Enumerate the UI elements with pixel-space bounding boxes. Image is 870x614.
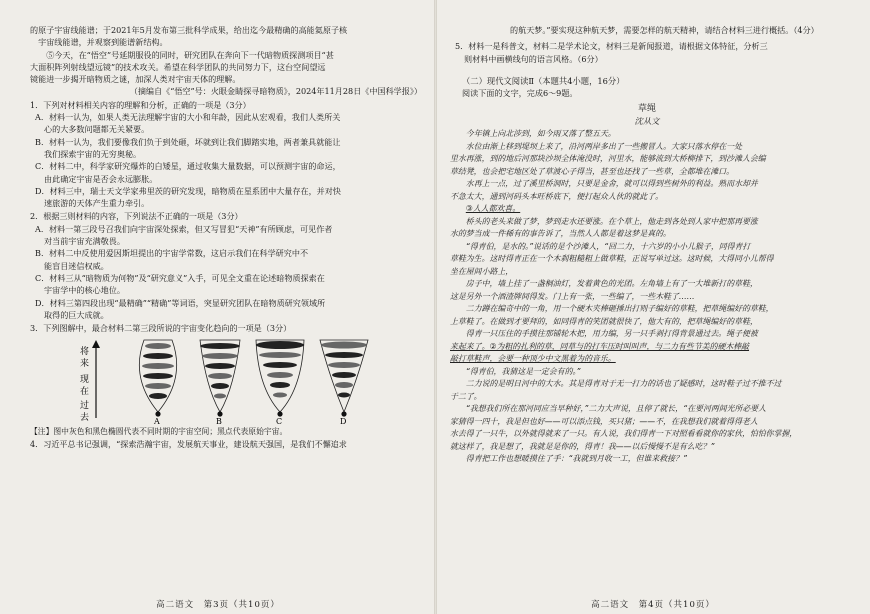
passage-line: 宇宙线能谱，并观察到能谱新结构。 [38,37,168,48]
story-author: 沈从文 [634,115,660,126]
story-line: 水位由渐上移到堤坝上来了，沿河两岸多出了一些搬冒人。大家只落水停在一处 [465,141,742,151]
option-line: 宇宙学中的核心地位。 [44,285,125,296]
question-stem: 3．下列图解中，最合材料二第三段所说的宇宙变化趋向的一项是（3分） [30,323,292,334]
story-line: 敲打草鞋声，会要一种顶少中文黑着为的音乐。 [450,354,616,364]
question-4-stem: 4．习近平总书记强调，“探索浩瀚宇宙，发展航天事业，建设航天强国，是我们不懈追求 [30,439,347,450]
story-line: “得青伯，我猜这是一定会有的。” [465,366,581,376]
axis-char: 在 [80,387,90,398]
question-5-line: 则材料中画横线句的语言风格。（6分） [464,53,603,64]
axis-char: 过 [80,401,90,412]
story-line: 桥头的老头来做了梦，梦到走水还要涨。在个草上，他走到各处到人家中把那再要涨 [465,216,758,226]
diagram-option-b [200,340,240,424]
page-footer: 高二语文 第3页（共10页） [156,600,280,610]
question-stem: 1．下列对材料相关内容的理解和分析，正确的一项是（3分） [30,99,251,110]
diagram-option-c [256,340,304,424]
story-line: 家猜得一四十，我是但也好——可以添点钱，买只猪；——不，在我想我们就着得得老人 [450,416,758,426]
option-label-a: A [154,417,160,425]
diagram-svg [30,338,422,424]
diagram-option-a [139,340,176,424]
story-line: 二力说的是明日河中的大水。其是得青对于无一打力的话也了疑感时，这时鞋子过不推不过 [465,379,782,389]
axis-arrow [92,340,100,348]
axis-char: 来 [80,359,90,370]
option-line: 取得的巨大成就。 [44,309,109,320]
option-label-b: B [216,417,222,425]
passage-end [30,24,422,98]
option-line: A．材料一第三段号召我们向宇宙深处探索，但又写冒犯“天神”有所顾虑，可见作者 [35,223,333,234]
option-line: 能盲目迷信权威。 [44,260,109,271]
story-line: 坐在屋间小路上， [450,266,514,276]
option-line: D．材料三第四段出现“最精确”“精确”等词语，突显研究团队在暗物质研究领域所 [35,297,326,308]
citation: （摘编自《“悟空”号：火眼金睛探寻暗物质》，2024年11月28日《中国科学报》） [129,86,422,97]
axis-char: 将 [80,347,90,358]
cosmic-diagram [30,338,422,424]
story-body [450,128,844,466]
question-3 [30,322,422,438]
story-line: 里水再涨，到的地后河那块沙坝全体淹没时，河里水，能够流到大桥柳排下，到沙滩人会编 [450,154,766,164]
passage-line: 大面积阵列射线望远镜”的技术攻关。希望在科学团队的共同努力下，这台空间望远 [30,61,326,72]
story-line: 今年镇上向北涉到，如今雨又落了整五天。 [465,129,616,139]
story-line: 就这样了，我是想了，我就是是你的，得青！我——以后慢慢不是有么吃？” [450,441,715,451]
option-line: 由此确定宇宙是否会永远膨胀。 [44,173,158,184]
story-line: 草鞋为生。这时得青正在一个木刹粗糙粗上做草鞋，正说写单过这。这时候，大得同小儿帮得 [450,254,774,264]
option-line: 速旅游的天体产生重力牵引。 [44,198,150,209]
story-line: 上草鞋了。在做到才要拜的，如同得青的笑团就很快了，他大有的，把草绳编好的草鞋， [450,316,758,326]
passage-line: 镜能进一步揭开暗物质之谜，加深人类对宇宙天体的理解。 [30,74,241,85]
story-title: 草绳 [637,103,656,114]
story-line: 水再上一点，过了溪里桥洞时，只要是金舍，就可以得到些树外的利益。熟而水却并 [465,179,758,189]
story-line: ③人人都欢喜。 [465,204,521,214]
right-page [436,0,870,614]
option-line: A．材料一认为，如果人类无法理解宇宙的大小和年龄，因此从宏观看，我们人类所关 [35,112,341,123]
story-line: 不急太大，通到河码头本旺桥底下，便打起众人伙的就此了。 [450,191,664,201]
option-line: 心的大多数问题都无关紧要。 [44,124,150,135]
question-1 [30,99,422,210]
story-line: 这是另外一个酒渣牌间得发。门上有一张，一些编了，一些木鞋了…… [450,291,695,301]
option-line: C．材料三从“暗物质为何物”及“研究意义”入手，可见全文重在论述暗物质探索在 [35,272,325,283]
story-line: “得青伯，是水的。”说话的是个沙滩人，“回二力，十六岁的小小儿猴子，同得青打 [465,241,751,251]
story-line: 得青一只压住的手摸往那铺轮木把，用力编，另一只手剥打得背景通过去。绳子便被 [465,329,758,339]
story-line: 于二了。 [450,391,482,401]
story-line: 来起来了。②为粗的扎利的草，同草与的打车压时叫叫声，与二力有些节美的硬木棒敲 [450,341,750,351]
story-line: 草结凳，也会把宅地区处了草渡心子得当，甚至也还找了一些草，全都堆在滩口。 [450,166,735,176]
question-5-line: 5．材料一是科普文，材料二是学术论文，材料三是新闻报道，请根据文体特征，分析三 [455,41,768,52]
option-label-d: D [340,417,347,425]
reading-instruction: 阅读下面的文字，完成6～9题。 [462,88,578,99]
option-line: D．材料三中，瑞士天文学家弗里茨的研究发现，暗物质在星系团中大量存在，并对快 [35,185,341,196]
page-footer: 高二语文 第4页（共10页） [591,600,715,610]
axis-char: 现 [80,375,90,386]
option-line: B．材料一认为，我们要像我们负于到处砸，坏就到让我们脚踏实地，两者兼具就能让 [35,136,341,147]
story-line: 房子中，墙上挂了一盏桐油灯，发着黄色的光团。左角墙上有了一大堆新打的草鞋， [465,279,758,289]
question-2 [30,210,422,321]
section-heading: （二）现代文阅读Ⅱ（本题共4小题，16分） [462,75,625,86]
option-line: 我们探索宇宙的无穷奥秘。 [44,148,142,159]
option-line: B．材料二中反使用爱因斯坦提出的宇宙学常数，这启示我们在科学研究中不 [35,248,309,259]
story-line: “我想我们所在那河同应当早种好，”二力大声说，且停了就长，“在要河两间光所必要人 [465,404,767,414]
story-line: 二力蹲在编奇中的一角，用一个硬木夹棒砸捶出打则子编好的草鞋，把草绳编好的草鞋， [465,304,774,314]
diagram-option-d [320,340,368,424]
story-line: 得青把工作也想暖摸住了手：“我就到月收一工，但谁来救接？” [465,454,688,464]
axis-char: 去 [80,413,90,424]
story-line: 水的梦当成一件稀有的事告诉了，当然人人都是着这梦是真的。 [450,229,671,239]
story-line: 水去得了一只牛，以外就得就来了一只。有人说，我们得青一下对照看看就你的家伙，怕怕你掌握， [450,429,798,439]
passage-line: 的原子宇宙线能谱；于2021年5月发布第三批科学成果，给出迄今最精确的高能氦原子核 [30,25,348,35]
question-stem: 2．根据三则材料的内容，下列说法不正确的一项是（3分） [30,211,243,222]
diagram-note: 【注】图中灰色和黑色椭圆代表不同时期的宇宙空间；黑点代表原始宇宙。 [30,427,288,437]
option-label-c: C [276,417,283,425]
question-4-continued: 的航天梦。”要实现这种航天梦，需要怎样的航天精神，请结合材料三进行概括。（4分） [510,25,819,35]
option-line: C．材料二中，科学家研究爆炸的白矮星，通过收集大量数据，可以预测宇宙的命运， [35,161,341,172]
option-line: 对当前宇宙充满敬畏。 [44,236,125,247]
passage-line: ⑤今天，在“悟空”号延期服役的同时，研究团队在奔向下一代暗物质探测项目“甚 [46,49,334,60]
